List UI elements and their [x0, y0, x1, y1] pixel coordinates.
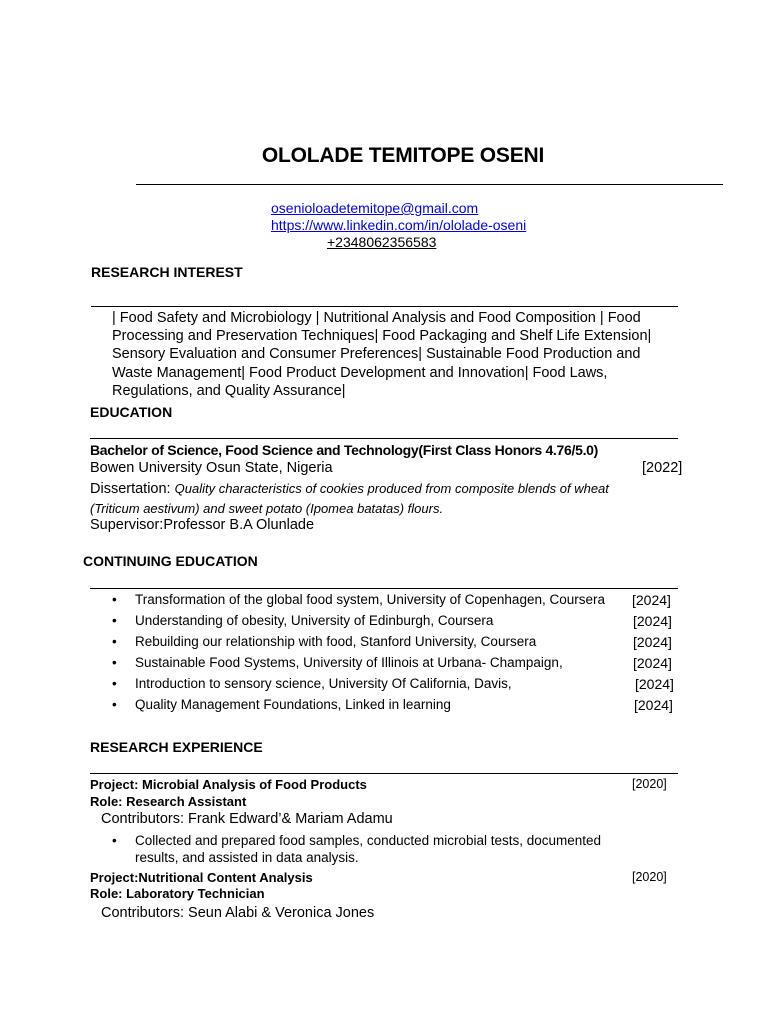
- list-item: [0, 634, 768, 655]
- research-experience-divider: [90, 773, 678, 774]
- dissertation-title-part-1: Quality characteristics of cookies produced from composite blends of wheat: [174, 481, 609, 496]
- institution: Bowen University Osun State, Nigeria: [90, 460, 333, 476]
- research-experience-heading: RESEARCH EXPERIENCE: [90, 739, 263, 755]
- education-divider: [90, 438, 678, 439]
- project-role: Role: Laboratory Technician: [90, 886, 265, 901]
- course-year: [2024]: [635, 676, 674, 692]
- bullet-icon: •: [112, 592, 117, 607]
- continuing-education-heading: CONTINUING EDUCATION: [83, 553, 258, 569]
- candidate-name: OLOLADE TEMITOPE OSENI: [261, 144, 545, 167]
- degree-title: Bachelor of Science, Food Science and Technology(First Class Honors 4.76/5.0): [90, 442, 599, 458]
- continuing-education-list: [0, 592, 768, 718]
- project-title: Project: Microbial Analysis of Food Products: [90, 777, 367, 792]
- bullet-icon: •: [112, 676, 117, 691]
- project-contributors: Contributors: Seun Alabi & Veronica Jones: [101, 905, 375, 921]
- bullet-icon: •: [112, 697, 117, 712]
- list-item: [0, 655, 768, 676]
- project-title: Project:Nutritional Content Analysis: [90, 870, 313, 885]
- project-role: Role: Research Assistant: [90, 794, 247, 809]
- bullet-icon: •: [112, 613, 117, 628]
- course-name: Introduction to sensory science, University Of California, Davis,: [135, 676, 512, 691]
- course-year: [2024]: [633, 655, 672, 671]
- research-interest-divider: [91, 306, 678, 307]
- name-divider: [136, 184, 723, 185]
- course-name: Understanding of obesity, University of Edinburgh, Coursera: [135, 613, 494, 628]
- course-year: [2024]: [632, 592, 671, 608]
- course-name: Rebuilding our relationship with food, Stanford University, Coursera: [135, 634, 537, 649]
- linkedin-link[interactable]: https://www.linkedin.com/in/ololade-oseni: [271, 217, 527, 233]
- research-interest-heading: RESEARCH INTEREST: [91, 264, 243, 280]
- bullet-icon: •: [112, 833, 117, 848]
- course-name: Quality Management Foundations, Linked in learning: [135, 697, 451, 712]
- list-item: [0, 676, 768, 697]
- list-item: [0, 592, 768, 613]
- course-name: Transformation of the global food system, University of Copenhagen, Coursera: [135, 592, 605, 607]
- course-year: [2024]: [633, 613, 672, 629]
- course-name: Sustainable Food Systems, University of Illinois at Urbana- Champaign,: [135, 655, 563, 670]
- dissertation-label: Dissertation:: [90, 481, 175, 497]
- list-item: [0, 697, 768, 718]
- course-year: [2024]: [633, 634, 672, 650]
- bullet-icon: •: [112, 634, 117, 649]
- research-interest-text: | Food Safety and Microbiology | Nutritional Analysis and Food Composition | Food Processing and Preservation Techniques| Food Packaging and Shelf Life Extension| Sensory Evaluation and Consumer Preferences| Sustainable Food Production and Waste Management| Food Product Development and Innovation| Food Laws, Regulations, and Quality Assurance|: [112, 310, 652, 399]
- project-contributors: Contributors: Frank Edward’& Mariam Adamu: [101, 811, 393, 827]
- contact-block: [271, 200, 526, 251]
- education-year: [2022]: [642, 460, 683, 476]
- continuing-education-divider: [90, 588, 678, 589]
- email-link[interactable]: osenioloadetemitope@gmail.com: [271, 200, 479, 216]
- list-item: [0, 613, 768, 634]
- project-year: [2020]: [632, 870, 667, 884]
- dissertation-title-part-2: (Triticum aestivum) and sweet potato (Ipomea batatas) flours.: [90, 501, 444, 516]
- supervisor: Supervisor:Professor B.A Olunlade: [90, 517, 315, 533]
- education-heading: EDUCATION: [90, 404, 173, 420]
- project-description: Collected and prepared food samples, conducted microbial tests, documented results, and assisted in data analysis.: [135, 833, 602, 865]
- course-year: [2024]: [634, 697, 673, 713]
- dissertation-line-1: [90, 480, 609, 498]
- bullet-icon: •: [112, 655, 117, 670]
- project-year: [2020]: [632, 777, 667, 791]
- phone-number: +2348062356583: [327, 234, 437, 250]
